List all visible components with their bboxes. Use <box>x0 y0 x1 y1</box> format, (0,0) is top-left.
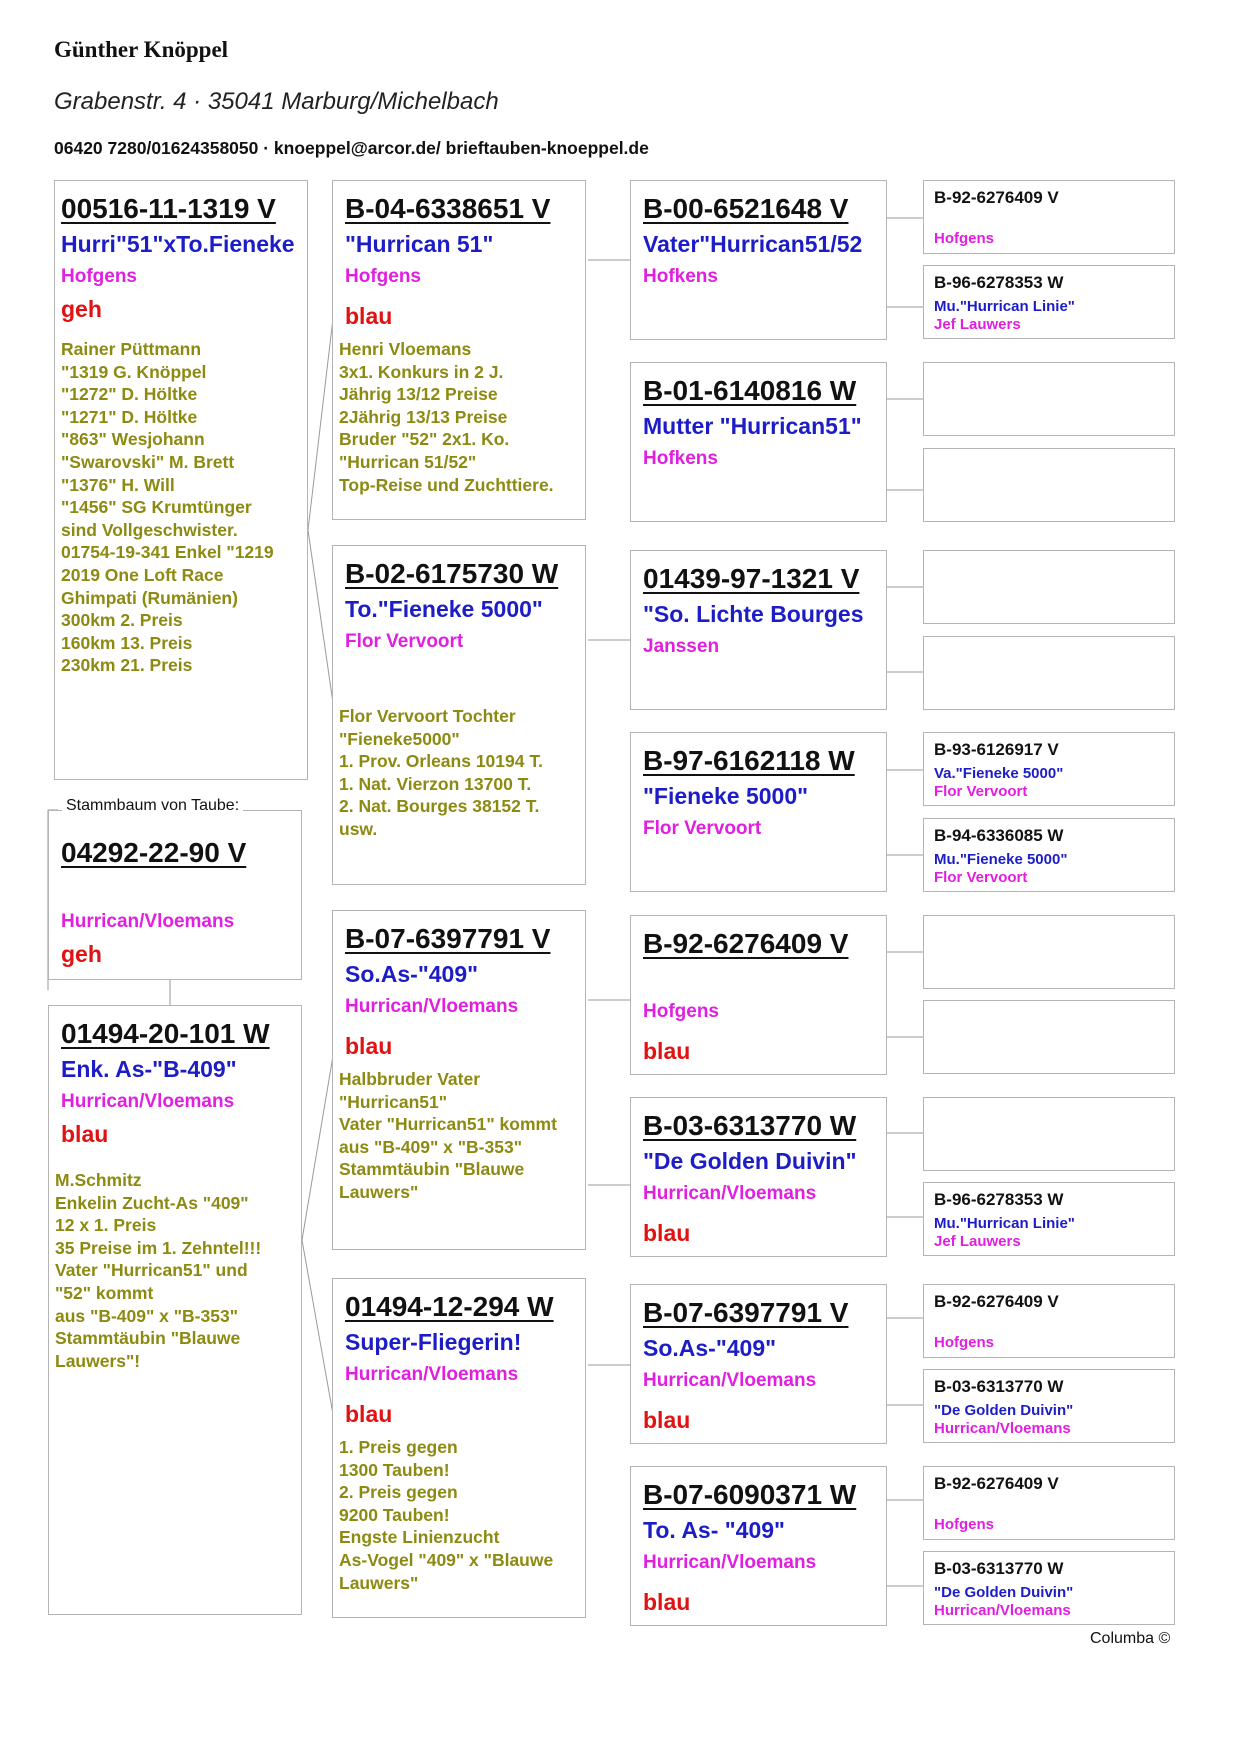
info-line: aus "B-409" x "B-353" <box>339 1136 522 1157</box>
info-line: 3x1. Konkurs in 2 J. <box>339 361 504 382</box>
info-line: Stammtäubin "Blauwe <box>339 1159 525 1180</box>
info-line: "1376" H. Will <box>61 474 175 495</box>
gg-breed: Flor Vervoort <box>934 869 1028 886</box>
great-grandparent-card-8 <box>923 818 1175 892</box>
gg-name: Mu."Hurrican Linie" <box>934 298 1075 315</box>
gg-name: Va."Fieneke 5000" <box>934 765 1064 782</box>
grandparent-ring-number: 01439-97-1321 V <box>643 563 860 594</box>
grandparent-breed: Hofkens <box>643 448 718 469</box>
great-grandparent-card-6 <box>923 636 1175 710</box>
great-grandparent-card-10 <box>923 1000 1175 1074</box>
info-line: Enkelin Zucht-As "409" <box>55 1192 249 1213</box>
info-line: Top-Reise und Zuchttiere. <box>339 474 554 495</box>
footer-copyright: Columba © <box>1090 1630 1171 1647</box>
parent-color: blau <box>345 1033 393 1059</box>
info-line: 2. Preis gegen <box>339 1482 458 1503</box>
sibling-card <box>48 810 302 980</box>
info-line: "1272" D. Höltke <box>61 384 198 405</box>
dam-parent-card <box>48 1005 302 1615</box>
info-line: 1. Prov. Orleans 10194 T. <box>339 751 543 772</box>
info-line: 1. Nat. Vierzon 13700 T. <box>339 773 532 794</box>
dam-parent-info <box>55 1169 261 1372</box>
great-grandparent-card-14 <box>923 1369 1175 1443</box>
gg-ring-number: B-03-6313770 W <box>934 1559 1064 1578</box>
info-line: sind Vollgeschwister. <box>61 519 238 540</box>
info-line: 1. Preis gegen <box>339 1437 458 1457</box>
info-line: "Swarovski" M. Brett <box>61 451 235 472</box>
gg-ring-number: B-93-6126917 V <box>934 740 1059 759</box>
gg-name: Mu."Fieneke 5000" <box>934 851 1068 868</box>
breeder-name: Günther Knöppel <box>54 37 229 62</box>
info-line: Halbbruder Vater <box>339 1069 481 1089</box>
gg-ring-number: B-92-6276409 V <box>934 1474 1059 1493</box>
great-grandparent-card-9 <box>923 915 1175 989</box>
parent-color: blau <box>345 1401 393 1427</box>
grandparent-breed: Flor Vervoort <box>643 818 762 839</box>
great-grandparent-card-11 <box>923 1097 1175 1171</box>
info-line: Jährig 13/12 Preise <box>339 384 498 405</box>
gg-name: "De Golden Duivin" <box>934 1584 1074 1601</box>
grandparent-breed: Hofkens <box>643 266 718 287</box>
info-line: M.Schmitz <box>55 1170 142 1190</box>
subject-ring-number: 00516-11-1319 V <box>61 193 276 224</box>
info-line: "Hurrican51" <box>339 1091 448 1112</box>
sibling-breed: Hurrican/Vloemans <box>61 911 235 932</box>
parent-card-1 <box>332 180 586 520</box>
dam-parent-breed: Hurrican/Vloemans <box>61 1091 235 1112</box>
parent-ring-number: B-04-6338651 V <box>345 193 551 224</box>
grandparent-ring-number: B-03-6313770 W <box>643 1110 857 1141</box>
dam-parent-ring-number: 01494-20-101 W <box>61 1018 270 1049</box>
grandparent-ring-number: B-92-6276409 V <box>643 928 849 959</box>
gg-ring-number: B-96-6278353 W <box>934 273 1064 292</box>
gg-ring-number: B-92-6276409 V <box>934 1292 1059 1311</box>
info-line: "1456" SG Krumtünger <box>61 497 252 518</box>
grandparent-ring-number: B-07-6397791 V <box>643 1297 849 1328</box>
info-line: usw. <box>339 818 378 839</box>
info-line: 01754-19-341 Enkel "1219 <box>61 542 274 563</box>
grandparent-card-7 <box>630 1284 887 1444</box>
info-line: 230km 21. Preis <box>61 655 193 676</box>
info-line: As-Vogel "409" x "Blauwe <box>339 1549 554 1570</box>
great-grandparent-card-3 <box>923 362 1175 436</box>
info-line: Ghimpati (Rumänien) <box>61 587 238 608</box>
gg-breed: Hurrican/Vloemans <box>934 1602 1071 1619</box>
gg-ring-number: B-94-6336085 W <box>934 826 1064 845</box>
info-line: Rainer Püttmann <box>61 339 202 359</box>
gg-ring-number: B-96-6278353 W <box>934 1190 1064 1209</box>
info-line: "863" Wesjohann <box>61 429 205 450</box>
parent-breed: Hurrican/Vloemans <box>345 1364 519 1385</box>
info-line: 2019 One Loft Race <box>61 564 224 585</box>
info-line: Lauwers" <box>339 1572 419 1593</box>
grandparent-color: blau <box>643 1589 691 1615</box>
info-line: 160km 13. Preis <box>61 632 193 653</box>
grandparent-color: blau <box>643 1220 691 1246</box>
parent-breed: Hurrican/Vloemans <box>345 996 519 1017</box>
grandparent-breed: Hofgens <box>643 1001 719 1022</box>
grandparent-card-6 <box>630 1097 887 1257</box>
parent-ring-number: 01494-12-294 W <box>345 1291 554 1322</box>
sibling-color: geh <box>61 941 102 967</box>
parent-name: Super-Fliegerin! <box>345 1329 522 1355</box>
sibling-ring-number: 04292-22-90 V <box>61 837 247 868</box>
gg-breed: Jef Lauwers <box>934 1233 1021 1250</box>
info-line: Lauwers" <box>339 1181 419 1202</box>
grandparent-breed: Hurrican/Vloemans <box>643 1183 817 1204</box>
great-grandparent-card-7 <box>923 732 1175 806</box>
parent-breed: Hofgens <box>345 266 421 287</box>
grandparent-color: blau <box>643 1038 691 1064</box>
parent-info <box>339 705 543 841</box>
great-grandparent-card-4 <box>923 448 1175 522</box>
grandparent-card-4 <box>630 732 887 892</box>
grandparent-name: "De Golden Duivin" <box>643 1148 857 1174</box>
grandparent-ring-number: B-01-6140816 W <box>643 375 857 406</box>
parent-card-2 <box>332 545 586 885</box>
gg-breed: Hofgens <box>934 230 994 247</box>
grandparent-card-2 <box>630 362 887 522</box>
grandparent-ring-number: B-97-6162118 W <box>643 745 855 776</box>
info-line: 12 x 1. Preis <box>55 1215 157 1236</box>
subject-color: geh <box>61 296 102 322</box>
parent-name: So.As-"409" <box>345 961 479 987</box>
grandparent-breed: Janssen <box>643 636 720 657</box>
info-line: 35 Preise im 1. Zehntel!!! <box>55 1237 262 1258</box>
info-line: Lauwers"! <box>55 1350 141 1371</box>
parent-name: "Hurrican 51" <box>345 231 494 257</box>
grandparent-card-1 <box>630 180 887 340</box>
info-line: Bruder "52" 2x1. Ko. <box>339 429 510 450</box>
gg-breed: Hofgens <box>934 1334 994 1351</box>
info-line: aus "B-409" x "B-353" <box>55 1305 238 1326</box>
breeder-address: Grabenstr. 4 · 35041 Marburg/Michelbach <box>54 88 499 115</box>
grandparent-color: blau <box>643 1407 691 1433</box>
dam-parent-color: blau <box>61 1121 109 1147</box>
grandparent-card-8 <box>630 1466 887 1626</box>
info-line: 2. Nat. Bourges 38152 T. <box>339 796 540 817</box>
gg-breed: Flor Vervoort <box>934 783 1028 800</box>
gg-breed: Jef Lauwers <box>934 316 1021 333</box>
pedigree-label: Stammbaum von Taube: <box>62 797 243 815</box>
info-line: Vater "Hurrican51" kommt <box>339 1114 557 1135</box>
grandparent-breed: Hurrican/Vloemans <box>643 1370 817 1391</box>
breeder-contact: 06420 7280/01624358050 · knoeppel@arcor.de/ brieftauben-knoeppel.de <box>54 138 649 158</box>
info-line: "Hurrican 51/52" <box>339 451 477 472</box>
parent-ring-number: B-02-6175730 W <box>345 558 559 589</box>
info-line: "1271" D. Höltke <box>61 406 198 427</box>
subject-name: Hurri"51"xTo.Fieneke <box>61 231 295 257</box>
gg-breed: Hurrican/Vloemans <box>934 1420 1071 1437</box>
dam-parent-name: Enk. As-"B-409" <box>61 1056 237 1082</box>
great-grandparent-card-15 <box>923 1466 1175 1540</box>
info-line: "1319 G. Knöppel <box>61 361 207 382</box>
parent-info <box>339 338 554 496</box>
gg-name: "De Golden Duivin" <box>934 1402 1074 1419</box>
info-line: 2Jährig 13/13 Preise <box>339 406 508 427</box>
gg-breed: Hofgens <box>934 1516 994 1533</box>
info-line: 1300 Tauben! <box>339 1459 450 1480</box>
info-line: Henri Vloemans <box>339 339 472 359</box>
great-grandparent-card-1 <box>923 180 1175 254</box>
grandparent-name: Vater"Hurrican51/52 <box>643 231 863 257</box>
info-line: "Fieneke5000" <box>339 728 460 749</box>
parent-name: To."Fieneke 5000" <box>345 596 543 622</box>
info-line: Engste Linienzucht <box>339 1527 500 1548</box>
info-line: Vater "Hurrican51" und <box>55 1260 248 1281</box>
grandparent-card-5 <box>630 915 887 1075</box>
grandparent-name: So.As-"409" <box>643 1335 777 1361</box>
great-grandparent-card-12 <box>923 1182 1175 1256</box>
grandparent-name: Mutter "Hurrican51" <box>643 413 862 439</box>
grandparent-name: "Fieneke 5000" <box>643 783 809 809</box>
parent-card-4 <box>332 1278 586 1618</box>
info-line: "52" kommt <box>55 1282 154 1303</box>
gg-name: Mu."Hurrican Linie" <box>934 1215 1075 1232</box>
info-line: 300km 2. Preis <box>61 610 183 631</box>
grandparent-ring-number: B-00-6521648 V <box>643 193 849 224</box>
subject-info <box>61 338 274 677</box>
great-grandparent-card-16 <box>923 1551 1175 1625</box>
grandparent-ring-number: B-07-6090371 W <box>643 1479 857 1510</box>
info-line: Flor Vervoort Tochter <box>339 706 516 726</box>
info-line: 9200 Tauben! <box>339 1504 450 1525</box>
gg-ring-number: B-03-6313770 W <box>934 1377 1064 1396</box>
subject-breed: Hofgens <box>61 266 137 287</box>
great-grandparent-card-5 <box>923 550 1175 624</box>
parent-breed: Flor Vervoort <box>345 631 464 652</box>
great-grandparent-card-2 <box>923 265 1175 339</box>
parent-info <box>339 1436 553 1594</box>
grandparent-breed: Hurrican/Vloemans <box>643 1552 817 1573</box>
gg-ring-number: B-92-6276409 V <box>934 188 1059 207</box>
grandparent-name: "So. Lichte Bourges <box>643 601 864 627</box>
parent-ring-number: B-07-6397791 V <box>345 923 551 954</box>
parent-color: blau <box>345 303 393 329</box>
parent-info <box>339 1068 557 1204</box>
grandparent-card-3 <box>630 550 887 710</box>
parent-card-3 <box>332 910 586 1250</box>
subject-card <box>54 180 308 780</box>
grandparent-name: To. As- "409" <box>643 1517 785 1543</box>
great-grandparent-card-13 <box>923 1284 1175 1358</box>
info-line: Stammtäubin "Blauwe <box>55 1328 241 1349</box>
